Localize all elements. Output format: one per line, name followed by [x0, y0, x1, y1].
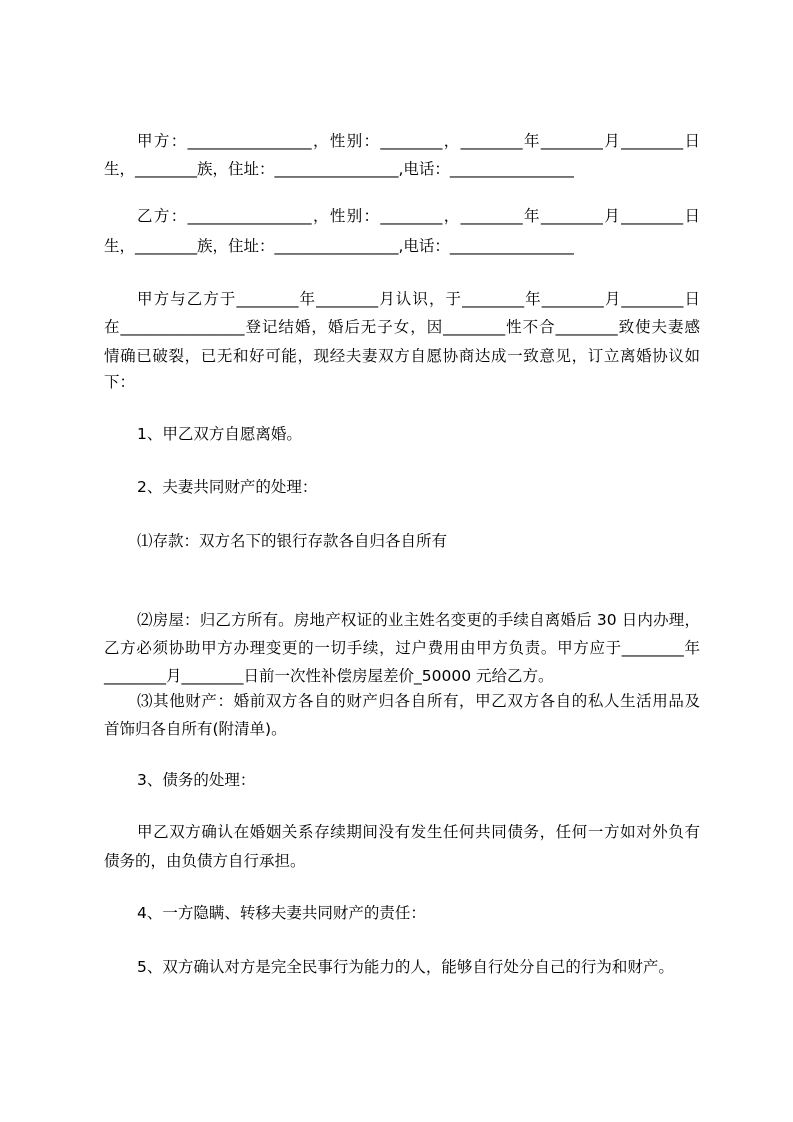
text-line: 生，________族，住址：________________,电话：________________ — [104, 237, 574, 255]
text-line: 甲乙双方确认在婚姻关系存续期间没有发生任何共同债务，任何一方如对外负有 — [137, 823, 700, 841]
text-line: 情确已破裂，已无和好可能，现经夫妻双方自愿协商达成一致意见，订立离婚协议如 — [104, 347, 700, 365]
clause-3-heading: 3、债务的处理： — [137, 771, 256, 789]
clause-2-1-deposits: ⑴存款：双方名下的银行存款各自归各自所有 — [137, 532, 448, 550]
text-line: 乙方必须协助甲方办理变更的一切手续，过户费用由甲方负责。甲方应于________年 — [104, 639, 700, 657]
text-line: 生，________族，住址：________________,电话：________________ — [104, 160, 574, 178]
text-line: 下： — [104, 373, 136, 391]
text-line: 甲方与乙方于________年________月认识，于________年________月________日 — [137, 290, 700, 308]
text-line: ⑶其他财产：婚前双方各自的财产归各自所有，甲乙双方各自的私人生活用品及 — [137, 692, 700, 710]
text-line: 在________________登记结婚，婚后无子女，因________性不合________致使夫妻感 — [104, 318, 700, 336]
text-line: ⑵房屋：归乙方所有。房地产权证的业主姓名变更的手续自离婚后 30 日内办理， — [137, 611, 700, 629]
clause-4: 4、一方隐瞒、转移夫妻共同财产的责任： — [137, 904, 426, 922]
clause-1: 1、甲乙双方自愿离婚。 — [137, 425, 302, 443]
clause-5: 5、双方确认对方是完全民事行为能力的人，能够自行处分自己的行为和财产。 — [137, 958, 674, 976]
clause-2-heading: 2、夫妻共同财产的处理： — [137, 478, 318, 496]
text-line: 甲方：________________，性别：________，________年________月________日 — [137, 132, 700, 150]
text-line: ________月________日前一次性补偿房屋差价_50000 元给乙方。 — [104, 667, 554, 685]
text-line: 债务的，由负债方自行承担。 — [104, 852, 306, 870]
text-line: 首饰归各自所有(附清单)。 — [104, 720, 287, 738]
text-line: 乙方：________________，性别：________，________年________月________日 — [137, 207, 700, 225]
